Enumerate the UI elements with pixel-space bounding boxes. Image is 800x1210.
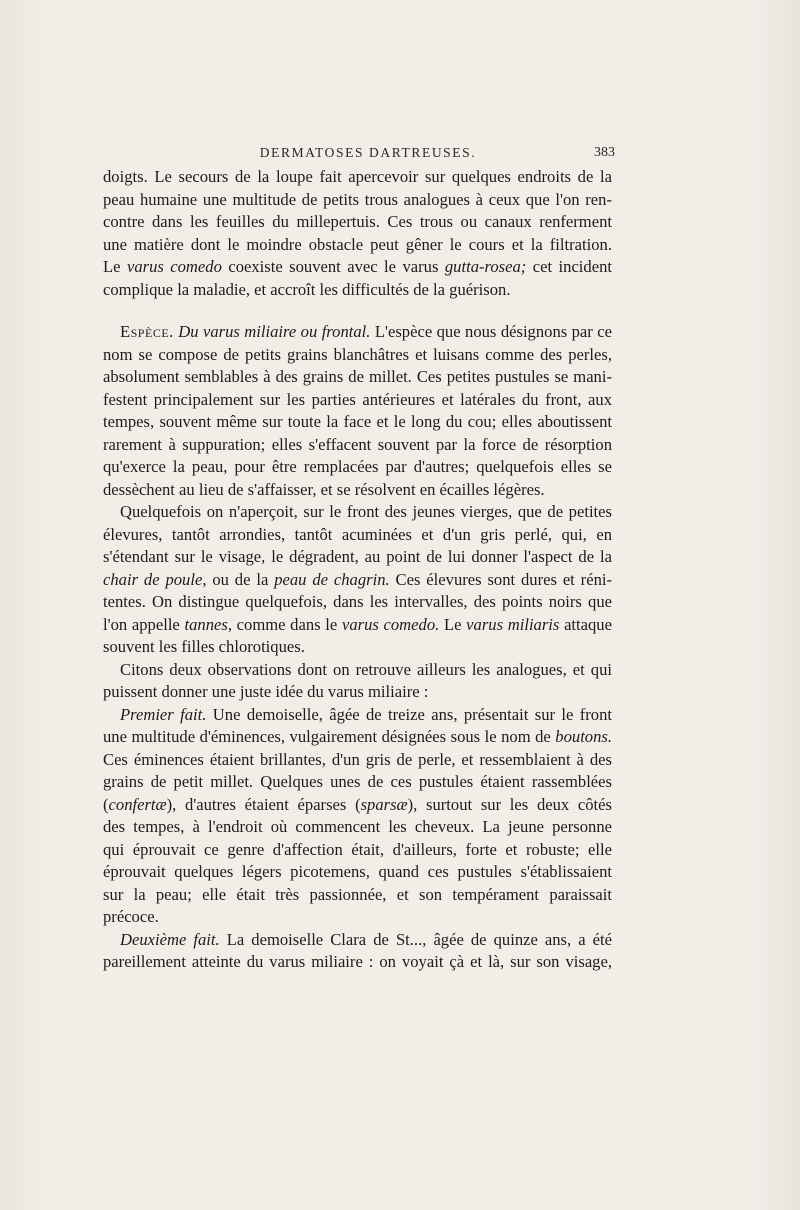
italic-term: boutons. xyxy=(555,727,612,746)
text-line: une matière dont le moindre obstacle peut gêner le cours et la filtration. xyxy=(103,234,612,254)
text-run: ), d'autres étaient éparses ( xyxy=(166,794,361,814)
text-line: festent principalement sur les parties antérieures et latérales du front, aux xyxy=(103,389,612,409)
text-line xyxy=(103,256,612,279)
text-line: grains de petit millet. Quelques unes de ces pustules étaient rassemblées xyxy=(103,772,612,791)
text-run: Le xyxy=(103,257,127,276)
text-line: Citons deux observations dont on retrouve ailleurs les analogues, et qui xyxy=(120,659,612,679)
text-run: coexiste souvent avec le varus xyxy=(221,257,445,276)
italic-term: chair de poule xyxy=(103,569,203,589)
section-label: Espèce. xyxy=(120,322,174,341)
text-line xyxy=(103,569,612,592)
text-run: , ou de la xyxy=(202,569,275,589)
italic-term: varus comedo xyxy=(126,257,222,276)
text-run: cet incident xyxy=(526,257,612,276)
page-number: 383 xyxy=(594,145,615,160)
text-run: une multitude d'éminences, vulgairement désignées sous le nom de xyxy=(103,727,556,746)
text-line: doigts. Le secours de la loupe fait apercevoir sur quelques endroits de la xyxy=(103,167,612,186)
text-run: Une demoiselle, âgée de treize ans, présentait sur le front xyxy=(206,704,613,724)
text-line xyxy=(103,704,612,727)
paragraph-observations-intro xyxy=(103,659,612,704)
section-title: Du varus miliaire ou frontal. xyxy=(178,322,371,341)
paragraph-species-heading xyxy=(103,321,612,501)
text-line: complique la maladie, et accroît les difficultés de la guérison. xyxy=(103,279,511,299)
text-run: Le xyxy=(439,614,467,634)
text-line: absolument semblables à des grains de millet. Ces petites pustules se mani- xyxy=(103,367,612,386)
text-line: pareillement atteinte du varus miliaire : on voyait çà et là, sur son visage, xyxy=(103,952,612,971)
text-line: sur la peau; elle était très passionnée, et son tempérament paraissait xyxy=(103,884,612,904)
text-line: tentes. On distingue quelquefois, dans les intervalles, des points noirs que xyxy=(103,592,612,611)
text-line: précoce. xyxy=(103,907,159,926)
text-run: attaque xyxy=(559,614,612,634)
text-line: Ces éminences étaient brillantes, d'un gris de perle, et ressemblaient à des xyxy=(103,749,612,769)
text-line: s'étendant sur le visage, le dégradent, au point de lui donner l'aspect de la xyxy=(103,547,612,566)
text-line: nom se compose de petits grains blanchâtres et luisans comme des perles, xyxy=(103,344,612,364)
running-head xyxy=(103,145,613,165)
text-line xyxy=(103,321,612,344)
italic-term: tannes xyxy=(184,614,228,634)
text-line: puissent donner une juste idée du varus miliaire : xyxy=(103,682,429,701)
text-line: qu'exerce la peau, pour être remplacées par d'autres; quelquefois elles se xyxy=(103,457,612,476)
text-run: , comme dans le xyxy=(227,614,342,634)
paragraph-comedo-continuation xyxy=(103,166,612,301)
text-line xyxy=(103,726,612,749)
italic-term: varus comedo. xyxy=(341,614,440,634)
italic-term: varus miliaris xyxy=(466,614,560,634)
running-title: DERMATOSES DARTREUSES. xyxy=(259,145,477,160)
text-run: L'espèce que nous désignons par ce xyxy=(370,322,612,341)
text-run: l'on appelle xyxy=(103,614,185,634)
text-line: éprouvait quelques légers picotemens, quand ces pustules s'établissaient xyxy=(103,862,612,881)
text-line: contre dans les feuilles du millepertuis. Ces trous ou canaux renferment xyxy=(103,212,612,231)
text-run: La demoiselle Clara de St..., âgée de quinze ans, a été xyxy=(219,929,612,949)
text-line: Quelquefois on n'aperçoit, sur le front des jeunes vierges, que de petites xyxy=(120,502,612,521)
case-label: Premier fait. xyxy=(120,704,207,724)
text-line xyxy=(103,929,612,952)
body-text xyxy=(103,166,612,974)
text-line: peau humaine une multitude de petits trous analogues à ceux que l'on ren- xyxy=(103,189,612,209)
italic-term: gutta-rosea; xyxy=(444,257,527,276)
text-line: tempes, souvent même sur toute la face et le long du cou; elles aboutissent xyxy=(103,412,612,431)
text-line: souvent les filles chlorotiques. xyxy=(103,637,305,656)
text-run: ( xyxy=(103,794,109,814)
italic-term: peau de chagrin. xyxy=(274,569,390,589)
text-line: dessèchent au lieu de s'affaisser, et se résolvent en écailles légères. xyxy=(103,479,545,499)
text-line: élevures, tantôt arrondies, tantôt acuminées et d'un gris perlé, qui, en xyxy=(103,524,612,544)
case-label: Deuxième fait. xyxy=(120,929,220,949)
paragraph-second-case xyxy=(103,929,612,974)
text-line: rarement à suppuration; elles s'effacent souvent par la force de résorption xyxy=(103,434,612,454)
text-run: Ces élevures sont dures et réni- xyxy=(389,569,612,589)
italic-term: sparsæ xyxy=(360,794,408,814)
text-line: qui éprouvait ce genre d'affection était, d'ailleurs, forte et robuste; elle xyxy=(103,839,612,859)
text-run: ), surtout sur les deux côtés xyxy=(407,794,612,814)
text-line xyxy=(103,794,612,817)
paragraph-first-case xyxy=(103,704,612,929)
italic-term: confertæ xyxy=(108,794,167,814)
text-line xyxy=(103,614,612,637)
paragraph-forehead-description xyxy=(103,501,612,659)
text-line: des tempes, à l'endroit où commencent les cheveux. La jeune personne xyxy=(103,817,612,836)
